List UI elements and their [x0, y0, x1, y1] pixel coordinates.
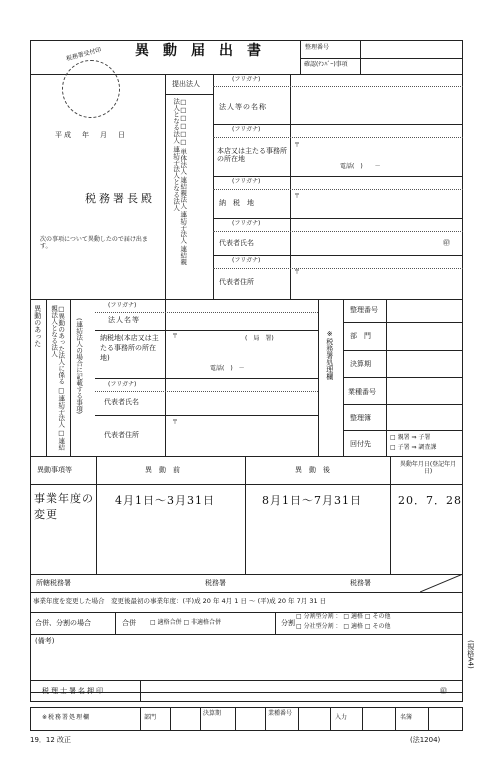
affected-rep-label: 代表者氏名	[104, 398, 139, 406]
route-1: □ 親署 ⇒ 子署	[390, 434, 431, 441]
bottom-row	[30, 707, 463, 731]
merge-label: 合併、分割の場合	[35, 619, 91, 627]
affected-options: □異動のあった法人に係る □連結子法人 □連結親法人となる法人	[50, 305, 66, 451]
furigana-5: (フリガナ)	[232, 257, 261, 264]
date-line: 平成 年 月 日	[55, 131, 127, 139]
affected-furigana-2: (フリガナ)	[108, 381, 137, 388]
affected-addr-label: 納税地(本店又は主たる事務所の所在地)	[100, 334, 159, 362]
bottom-input: 入力	[335, 714, 348, 721]
affected-name-label: 法人名等	[108, 316, 140, 324]
change-date: 20．7．28	[398, 494, 462, 507]
affected-postal: 〒	[172, 333, 179, 340]
split-options-2: □ 分社型分割 ： □ 適格 □ その他	[296, 623, 391, 630]
affected-office: ( 局 署)	[245, 335, 274, 342]
rep-name-label: 代表者氏名	[219, 239, 254, 247]
office-after: 税務署	[350, 579, 371, 587]
col-change-item: 異動事項等	[37, 466, 72, 474]
affected-postal-2: 〒	[172, 419, 179, 426]
route-label: 回付先	[350, 440, 371, 448]
form-title: 異動届出書	[135, 43, 275, 59]
tax-place-label: 納 税 地	[219, 199, 254, 207]
office-box-title: ※税務署処理欄	[325, 330, 334, 380]
postal-3: 〒	[294, 269, 301, 276]
remarks-label: (備考)	[35, 637, 55, 645]
furigana-4: (フリガナ)	[232, 220, 261, 227]
postal-1: 〒	[294, 142, 301, 149]
office-row-1: 整理番号	[350, 306, 378, 314]
office-diagonal	[420, 574, 463, 592]
office-row-2: 部 門	[350, 332, 371, 340]
col-date: 異動年月日(登記年月日)	[399, 461, 457, 475]
affected-furigana: (フリガナ)	[108, 302, 137, 309]
furigana-3: (フリガナ)	[232, 178, 261, 185]
furigana-2: (フリガナ)	[232, 126, 261, 133]
merge-text: 合併	[122, 619, 136, 627]
office-row-4: 業種番号	[348, 388, 376, 396]
office-row-5: 整理簿	[350, 414, 371, 422]
col-after: 異 動 後	[295, 466, 330, 474]
rep-seal: ㊞	[443, 239, 450, 247]
receipt-stamp-circle	[62, 60, 120, 118]
merge-options: □ 適格合併 □ 非適格合併	[150, 619, 222, 626]
name-label: 法人等の名称	[219, 103, 267, 111]
notice-text: 次の事項について異動したので届け出ます。	[40, 236, 148, 250]
bottom-dept: 部門	[144, 714, 157, 721]
bottom-biz: 業種番号	[268, 710, 293, 717]
office-before: 税務署	[205, 579, 226, 587]
route-2: □ 子署 ⇒ 調査課	[390, 444, 437, 451]
accountant-seal: ㊞	[440, 687, 447, 695]
split-text: 分割	[281, 619, 295, 627]
change-before: 4月1日〜3月31日	[115, 494, 215, 507]
fiscal-row: 事業年度を変更した場合 変更後最初の事業年度：(平)成 20 年 4月 1 日 〜 (平)成 20 年 7月 31 日	[33, 597, 327, 605]
col-before: 異 動 前	[145, 466, 180, 474]
affected-rep-addr: 代表者住所	[104, 431, 139, 439]
accountant-label: 税理士署名押印	[42, 687, 105, 695]
bottom-decision: 決算期	[203, 710, 222, 717]
addressee: 税務署長殿	[85, 192, 155, 205]
receipt-stamp-label: 税務署受付印	[65, 46, 103, 63]
split-options-1: □ 分割型分割 ： □ 適格 □ その他	[296, 613, 391, 620]
side-note: (規格A4)	[466, 640, 475, 669]
office-row-label: 所轄税務署	[36, 579, 71, 587]
bottom-list: 名簿	[400, 714, 413, 721]
rep-addr-label: 代表者住所	[219, 278, 254, 286]
taxpayer-header: 提出法人	[172, 80, 200, 88]
office-no-label: 整理番号	[305, 44, 330, 51]
change-after: 8月1日〜7月31日	[262, 494, 362, 507]
address-label: 本店又は主たる事務所の所在地	[217, 147, 287, 164]
furigana-1: (フリガナ)	[232, 76, 261, 83]
affected-vertical-note: (連結法人の場合に記載する事項)	[75, 318, 84, 415]
check-label: 確認(ﾅﾝﾊﾞｰ)事項	[304, 61, 348, 68]
affected-phone: 電話( ) －	[210, 365, 245, 372]
postal-2: 〒	[294, 193, 301, 200]
phone-1: 電話( ) －	[340, 163, 381, 170]
footer-left: 19．12 改正	[30, 736, 72, 744]
taxpayer-type-options: □□□□□□ 単体法人 連結親法人 連結子法人 連結親法人となる法人 連結子法人となる法人	[172, 98, 188, 265]
affected-side-label: 異動のあった	[33, 305, 42, 347]
bottom-label: ※税務署処理欄	[42, 714, 91, 721]
footer-right: (法1204)	[410, 736, 441, 744]
change-item: 事業年度の変更	[34, 492, 94, 521]
office-row-3: 決算期	[350, 360, 371, 368]
